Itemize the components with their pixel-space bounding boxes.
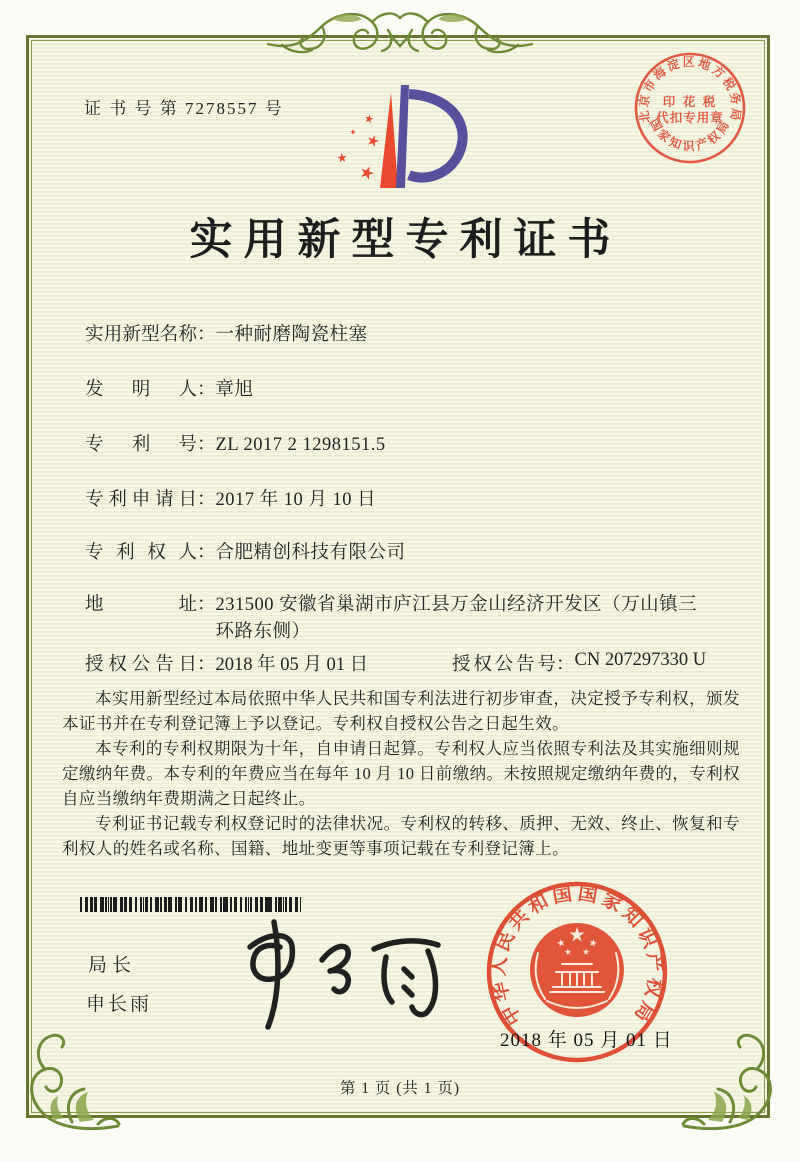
field-value: ZL 2017 2 1298151.5 [215,435,386,455]
legal-paragraph: 本专利的专利权期限为十年，自申请日起算。专利权人应当依照专利法及其实施细则规定缴纳年费。本专利的年费应当在每年 10 月 10 日前缴纳。未按照规定缴纳年费的，专利权自应当缴纳年费期满之日起终止。 [62,739,740,808]
signer-name: 申长雨 [86,994,153,1015]
tax-stamp-seal [630,48,750,173]
seal-ring-top-text: 北京市海淀区地方税务局 [636,55,744,124]
field-value: 一种耐磨陶瓷柱塞 [215,325,368,345]
handwritten-signature [198,915,450,1042]
field-patentee: 专利权人：合肥精创科技有限公司 [85,540,717,567]
field-label: 实用新型名称 [85,325,197,345]
legal-text-block [62,686,740,861]
top-scroll-ornament-icon [262,4,538,65]
field-inventor: 发明人：章旭 [85,377,717,404]
field-value: 2017 年 10 月 10 日 [215,490,377,510]
field-value: 章旭 [215,380,254,400]
field-utility-model-name: 实用新型名称：一种耐磨陶瓷柱塞 [85,322,717,349]
field-value: 231500 安徽省巢湖市庐江县万金山经济开发区（万山镇三环路东侧） [215,595,698,642]
seal-center-line1: 印 花 税 [662,95,718,109]
field-value: 合肥精创科技有限公司 [215,543,406,563]
field-address: 地址：231500 安徽省巢湖市庐江县万金山经济开发区（万山镇三环路东侧） [85,592,717,646]
field-label: 专利申请日 [85,490,197,510]
seal-ring-bottom-text: 国家知识产权局 [646,116,734,154]
field-label: 授权公告日 [85,655,197,675]
cnipa-patent-logo-icon [324,70,474,212]
field-value: CN 207297330 U [574,650,707,670]
national-emblem-icon [530,923,624,1017]
page-number-footer: 第 1 页 (共 1 页) [339,1080,461,1097]
field-filing-date: 专利申请日：2017 年 10 月 10 日 [85,487,717,514]
field-label: 专利号 [85,435,197,455]
field-label: 授权公告号 [452,655,556,675]
field-label: 地址 [85,595,197,615]
field-label: 发明人 [85,380,197,400]
certificate-number: 证 书 号 第 7278557 号 [84,99,284,118]
field-grant-number: 授权公告号：CN 207297330 U [452,650,707,675]
legal-paragraph: 专利证书记载专利权登记时的法律状况。专利权的转移、质押、无效、终止、恢复和专利权人的姓名或名称、国籍、地址变更等事项记载在专利登记簿上。 [62,814,740,858]
barcode [80,897,301,912]
certificate-title: 实用新型专利证书 [189,217,622,264]
field-value: 2018 年 05 月 01 日 [215,655,369,675]
legal-paragraph: 本实用新型经过本局依照中华人民共和国专利法进行初步审查，决定授予专利权，颁发本证书并在专利登记簿上予以登记。专利权自授权公告之日起生效。 [62,689,740,733]
field-grant-date: 授权公告日：2018 年 05 月 01 日 [85,650,368,676]
signer-title: 局长 [88,955,137,976]
grant-seal-date: 2018 年 05 月 01 日 [500,1030,673,1051]
seal-center-line2: 代扣专用章 [656,111,724,125]
field-label: 专利权人 [85,543,197,563]
seal-ring-text: 中华人民共和国国家知识产权局 [487,882,667,1029]
field-patent-number: 专利号：ZL 2017 2 1298151.5 [85,432,717,459]
